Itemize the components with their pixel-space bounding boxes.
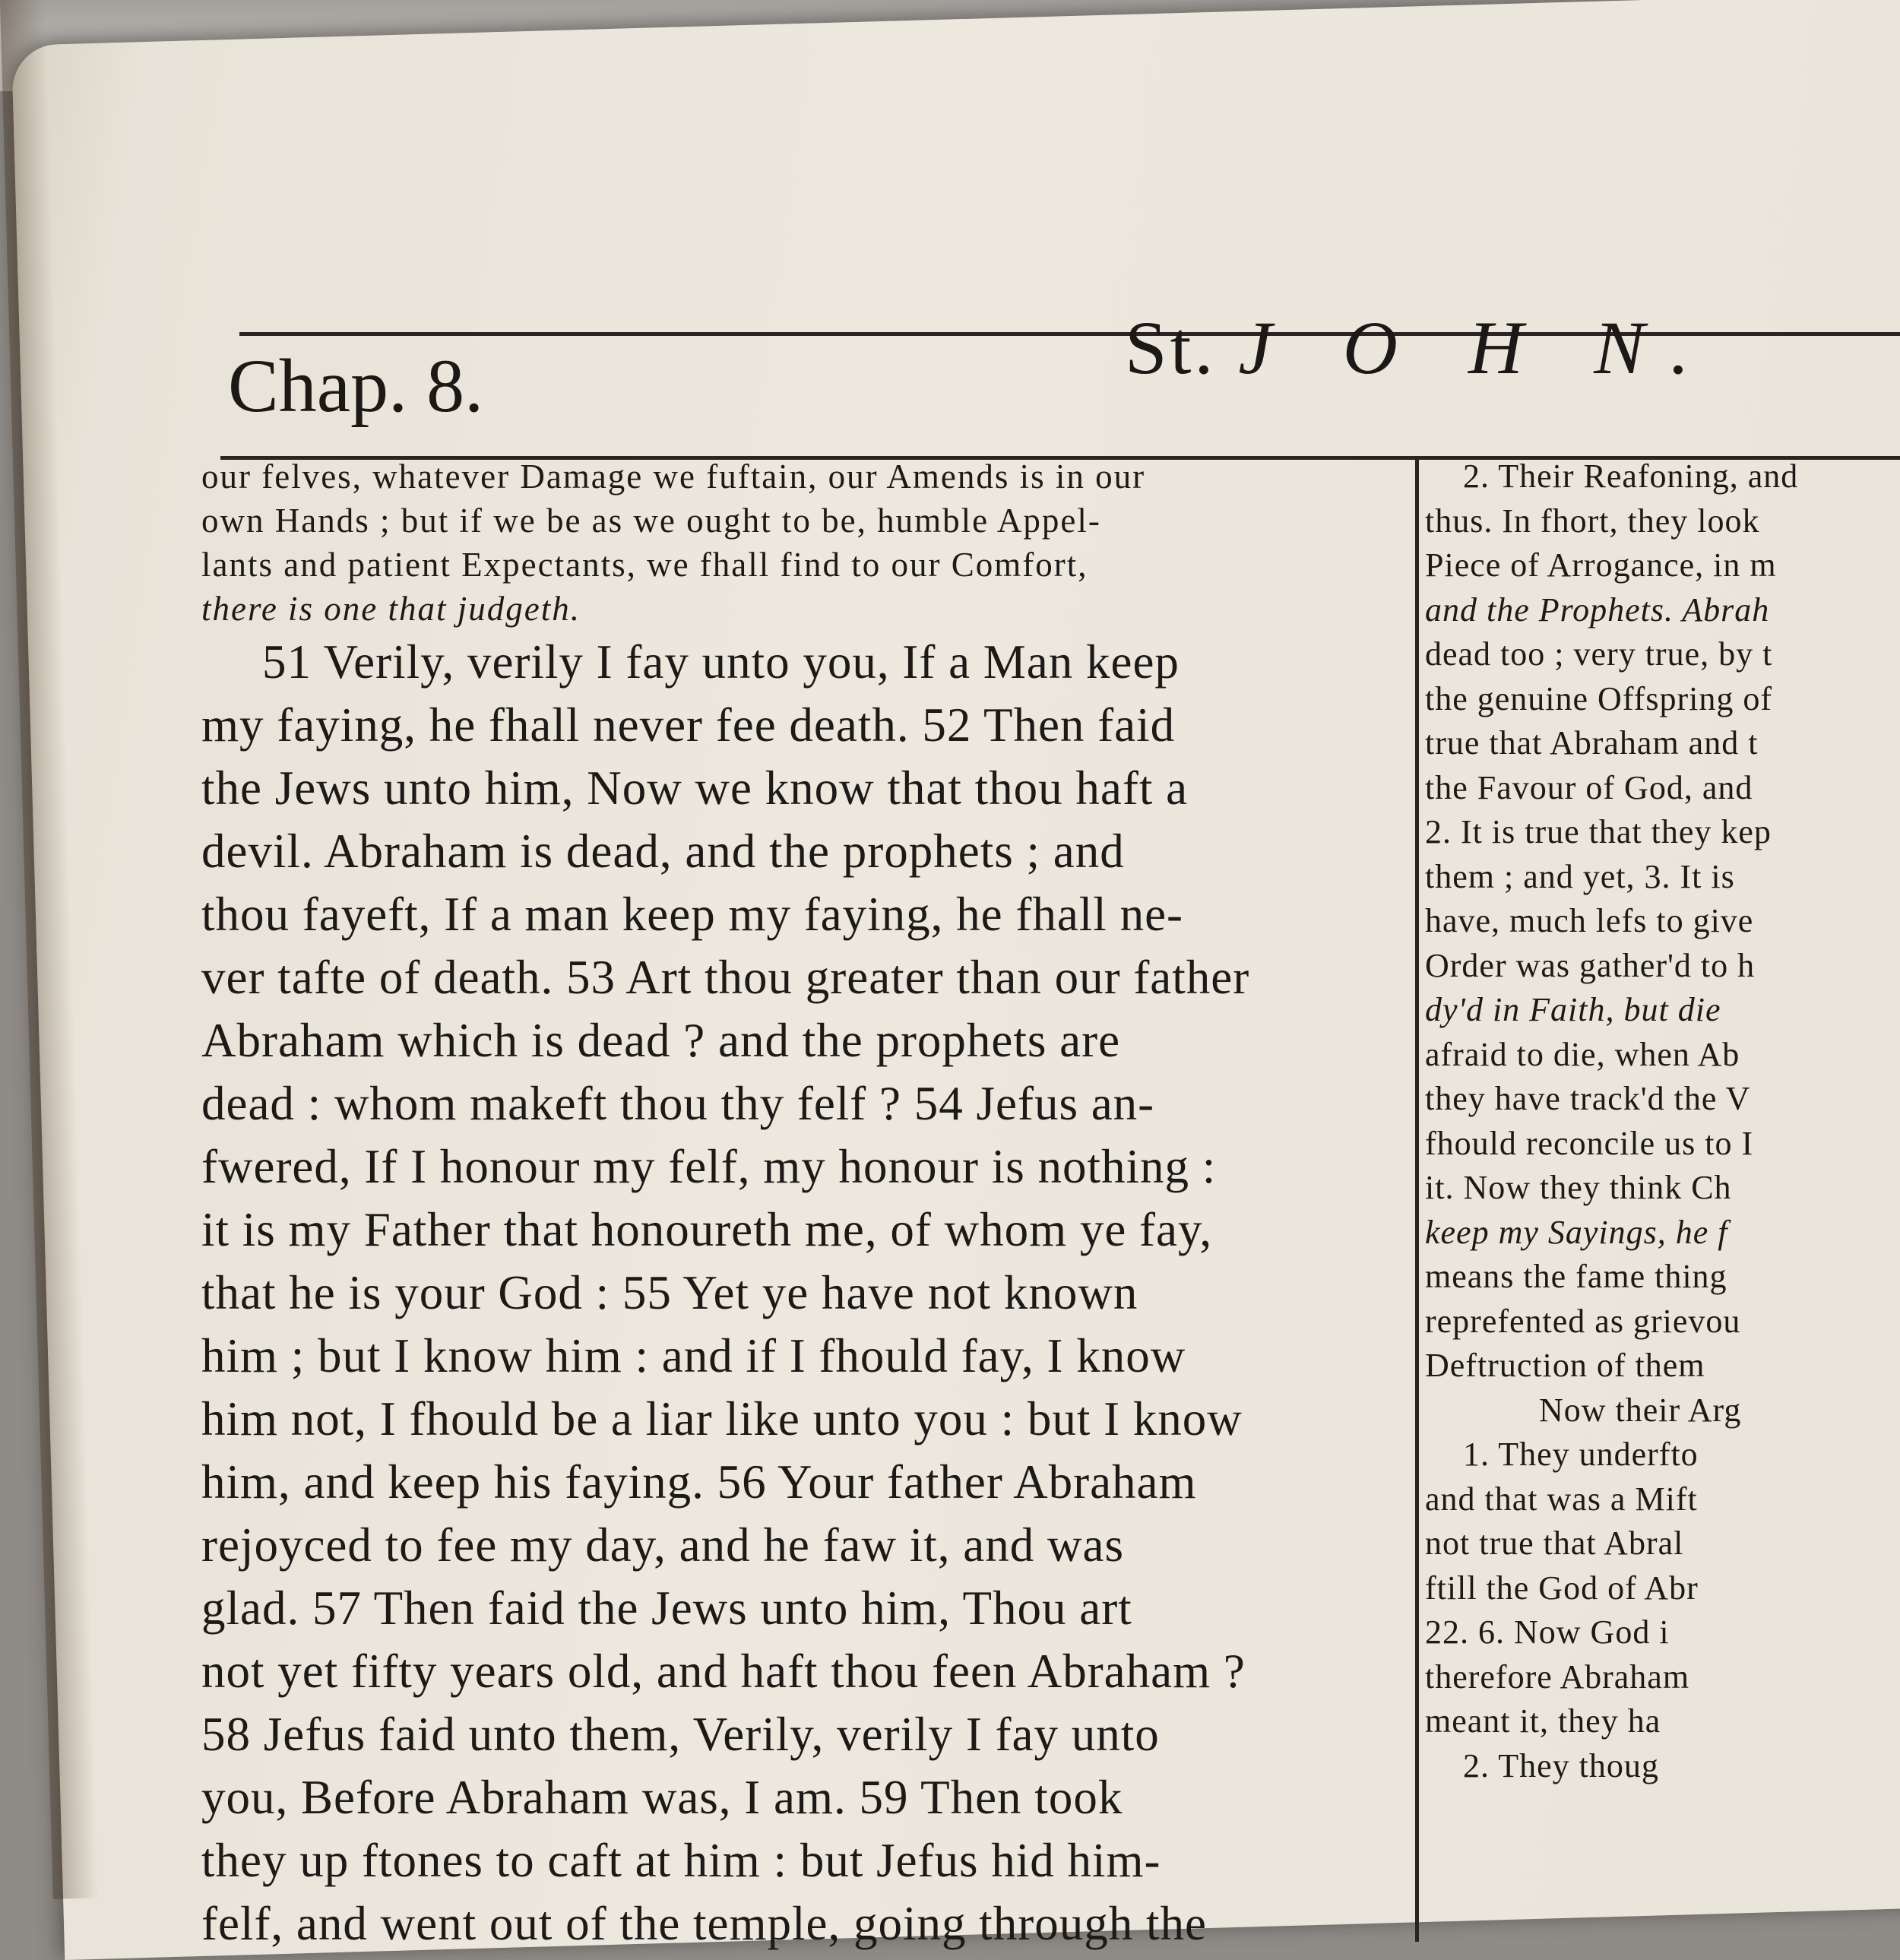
- right-column-line: the genuine Offspring of: [1425, 679, 1772, 717]
- verse-line: him, and keep his faying. 56 Your father Abraham: [201, 1455, 1197, 1509]
- right-column-line: 2. Their Reafoning, and: [1463, 458, 1799, 495]
- verse-line: rejoyced to fee my day, and he faw it, and was: [201, 1518, 1124, 1572]
- verse-line: it is my Father that honoureth me, of whom ye fay,: [201, 1203, 1213, 1256]
- commentary-line: own Hands ; but if we be as we ought to be, humble Appel-: [201, 502, 1101, 540]
- verse-line: dead : whom makeft thou thy felf ? 54 Jefus an-: [201, 1077, 1155, 1130]
- right-column-line: reprefented as grievou: [1425, 1302, 1741, 1340]
- commentary-line: [201, 587, 1410, 631]
- right-column-line: afraid to die, when Ab: [1425, 1035, 1740, 1073]
- right-commentary-column: [1425, 454, 1900, 1788]
- verse-line: the Jews unto him, Now we know that thou haft a: [201, 762, 1189, 815]
- verse-line: ver tafte of death. 53 Art thou greater than our father: [201, 951, 1250, 1004]
- verse-line: fwered, If I honour my felf, my honour is nothing :: [201, 1140, 1217, 1193]
- verse-line: my faying, he fhall never fee death. 52 Then faid: [201, 698, 1176, 752]
- right-column-line: 2. They thoug: [1463, 1746, 1659, 1784]
- right-column-italic: dy'd in Faith, but die: [1425, 991, 1721, 1028]
- column-divider: [1415, 460, 1419, 1942]
- right-column-line: it. Now they think Ch: [1425, 1169, 1732, 1206]
- right-column-line: true that Abraham and t: [1425, 724, 1759, 762]
- verse-line: him not, I fhould be a liar like unto you : but I know: [201, 1392, 1243, 1445]
- right-column-line: the Favour of God, and: [1425, 768, 1753, 806]
- right-column-line: Order was gather'd to h: [1425, 946, 1756, 984]
- running-head-chapter: Chap. 8.: [228, 344, 484, 428]
- right-column-line: thus. In fhort, they look: [1425, 502, 1760, 540]
- right-column-line: therefore Abraham: [1425, 1658, 1690, 1696]
- right-column-line: 1. They underfto: [1463, 1436, 1699, 1473]
- commentary-line: lants and patient Expectants, we fhall find to our Comfort,: [201, 546, 1088, 584]
- right-column-line: Deftruction of them: [1425, 1347, 1705, 1384]
- verse-line: devil. Abraham is dead, and the prophets ; and: [201, 825, 1125, 878]
- right-column-line: fhould reconcile us to I: [1425, 1124, 1754, 1162]
- right-column-line: means the fame thing: [1425, 1258, 1727, 1295]
- right-column-line: 22. 6. Now God i: [1425, 1613, 1670, 1651]
- right-column-line: 2. It is true that they kep: [1425, 813, 1772, 850]
- right-column-line: ftill the God of Abr: [1425, 1569, 1699, 1607]
- main-column: [201, 454, 1410, 1955]
- right-column-line: Now their Arg: [1539, 1391, 1742, 1429]
- verse-line: Abraham which is dead ? and the prophets are: [201, 1014, 1121, 1067]
- commentary-line: our felves, whatever Damage we fuftain, our Amends is in our: [201, 458, 1146, 496]
- right-column-line: [1425, 988, 1900, 1033]
- verse-line: felf, and went out of the temple, going through the: [201, 1897, 1207, 1950]
- right-column-italic: keep my Sayings, he f: [1425, 1213, 1728, 1251]
- right-column-line: Piece of Arrogance, in m: [1425, 546, 1777, 584]
- right-column-line: dead too ; very true, by t: [1425, 635, 1773, 673]
- verse-line: thou fayeft, If a man keep my faying, he fhall ne-: [201, 888, 1184, 941]
- verse-line: him ; but I know him : and if I fhould fay, I know: [201, 1329, 1186, 1382]
- running-head-saint: St.: [1125, 306, 1217, 390]
- verse-line: that he is your God : 55 Yet ye have not known: [201, 1266, 1138, 1319]
- running-head-book: [1125, 304, 1715, 391]
- verse-line: 51 Verily, verily I fay unto you, If a Man keep: [262, 635, 1180, 689]
- commentary-italic: there is one that judgeth.: [201, 590, 581, 628]
- verse-line: not yet fifty years old, and haft thou feen Abraham ?: [201, 1645, 1246, 1698]
- right-column-line: they have track'd the V: [1425, 1080, 1751, 1117]
- verse-line: you, Before Abraham was, I am. 59 Then took: [201, 1771, 1123, 1824]
- running-head-book-title: J O H N.: [1238, 306, 1715, 390]
- right-column-line: them ; and yet, 3. It is: [1425, 857, 1735, 895]
- right-column-line: have, much lefs to give: [1425, 902, 1754, 939]
- right-column-line: and that was a Mift: [1425, 1480, 1698, 1518]
- verse-line: glad. 57 Then faid the Jews unto him, Thou art: [201, 1582, 1132, 1635]
- right-column-line: [1425, 1211, 1900, 1255]
- right-column-line: [1425, 588, 1900, 633]
- verse-line: they up ftones to caft at him : but Jefus hid him-: [201, 1834, 1161, 1887]
- right-column-line: meant it, they ha: [1425, 1702, 1661, 1740]
- right-column-italic: and the Prophets. Abrah: [1425, 591, 1770, 629]
- verse-line: 58 Jefus faid unto them, Verily, verily I fay unto: [201, 1708, 1160, 1761]
- right-column-line: not true that Abral: [1425, 1525, 1684, 1562]
